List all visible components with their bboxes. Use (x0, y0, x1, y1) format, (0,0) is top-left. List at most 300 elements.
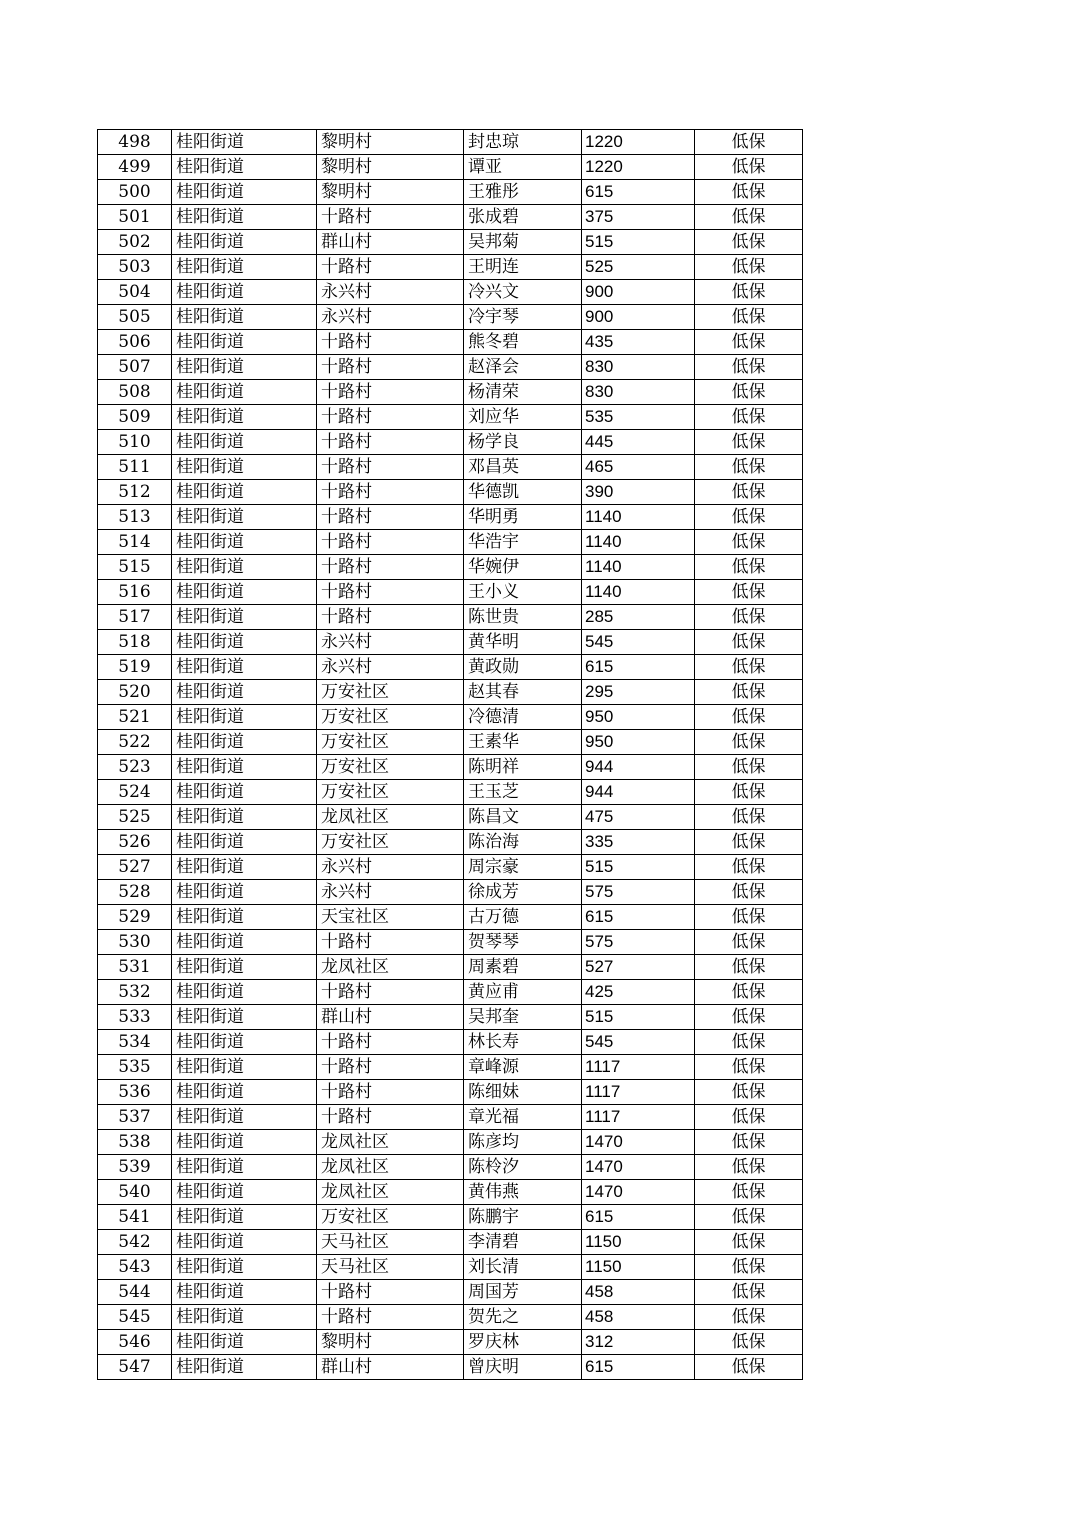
table-row (98, 1255, 803, 1280)
data-table (97, 129, 803, 1380)
cell-amount: 515 (582, 1005, 695, 1030)
cell-index: 523 (98, 755, 172, 780)
table-row (98, 1305, 803, 1330)
cell-type: 低保 (695, 980, 803, 1005)
cell-index: 511 (98, 455, 172, 480)
cell-type: 低保 (695, 1205, 803, 1230)
cell-amount: 312 (582, 1330, 695, 1355)
table-row (98, 1205, 803, 1230)
cell-amount: 944 (582, 780, 695, 805)
cell-name: 李清碧 (464, 1230, 582, 1255)
table-row (98, 705, 803, 730)
cell-name: 陈治海 (464, 830, 582, 855)
cell-amount: 515 (582, 230, 695, 255)
cell-index: 526 (98, 830, 172, 855)
cell-index: 508 (98, 380, 172, 405)
cell-amount: 615 (582, 655, 695, 680)
cell-village: 万安社区 (317, 780, 464, 805)
cell-street: 桂阳街道 (172, 1005, 317, 1030)
cell-village: 十路村 (317, 255, 464, 280)
table-row (98, 455, 803, 480)
cell-street: 桂阳街道 (172, 1080, 317, 1105)
cell-village: 群山村 (317, 230, 464, 255)
table-row (98, 680, 803, 705)
cell-name: 邓昌英 (464, 455, 582, 480)
table-row (98, 380, 803, 405)
cell-village: 永兴村 (317, 855, 464, 880)
cell-amount: 545 (582, 1030, 695, 1055)
cell-amount: 1470 (582, 1155, 695, 1180)
cell-name: 赵泽会 (464, 355, 582, 380)
cell-amount: 615 (582, 1205, 695, 1230)
cell-village: 天宝社区 (317, 905, 464, 930)
cell-amount: 515 (582, 855, 695, 880)
cell-name: 华婉伊 (464, 555, 582, 580)
cell-type: 低保 (695, 1230, 803, 1255)
cell-village: 十路村 (317, 1080, 464, 1105)
cell-amount: 458 (582, 1305, 695, 1330)
cell-index: 505 (98, 305, 172, 330)
cell-street: 桂阳街道 (172, 455, 317, 480)
cell-amount: 615 (582, 180, 695, 205)
cell-amount: 525 (582, 255, 695, 280)
table-row (98, 605, 803, 630)
table-row (98, 1155, 803, 1180)
cell-type: 低保 (695, 680, 803, 705)
cell-type: 低保 (695, 430, 803, 455)
cell-amount: 1140 (582, 555, 695, 580)
cell-village: 十路村 (317, 555, 464, 580)
cell-name: 杨学良 (464, 430, 582, 455)
cell-name: 赵其春 (464, 680, 582, 705)
cell-street: 桂阳街道 (172, 1180, 317, 1205)
cell-street: 桂阳街道 (172, 355, 317, 380)
cell-village: 群山村 (317, 1005, 464, 1030)
table-row (98, 830, 803, 855)
cell-street: 桂阳街道 (172, 830, 317, 855)
cell-name: 王玉芝 (464, 780, 582, 805)
cell-type: 低保 (695, 1005, 803, 1030)
cell-village: 十路村 (317, 1305, 464, 1330)
cell-type: 低保 (695, 805, 803, 830)
cell-name: 陈柃汐 (464, 1155, 582, 1180)
cell-type: 低保 (695, 880, 803, 905)
cell-amount: 475 (582, 805, 695, 830)
table-row (98, 430, 803, 455)
cell-type: 低保 (695, 530, 803, 555)
cell-name: 罗庆林 (464, 1330, 582, 1355)
cell-street: 桂阳街道 (172, 680, 317, 705)
cell-name: 王素华 (464, 730, 582, 755)
table-row (98, 1005, 803, 1030)
cell-amount: 445 (582, 430, 695, 455)
cell-index: 519 (98, 655, 172, 680)
table-row (98, 505, 803, 530)
cell-name: 陈彦均 (464, 1130, 582, 1155)
cell-street: 桂阳街道 (172, 955, 317, 980)
table-row (98, 1230, 803, 1255)
cell-index: 521 (98, 705, 172, 730)
cell-name: 贺先之 (464, 1305, 582, 1330)
cell-index: 498 (98, 130, 172, 155)
cell-type: 低保 (695, 130, 803, 155)
cell-street: 桂阳街道 (172, 580, 317, 605)
cell-street: 桂阳街道 (172, 505, 317, 530)
cell-street: 桂阳街道 (172, 905, 317, 930)
cell-village: 十路村 (317, 330, 464, 355)
cell-street: 桂阳街道 (172, 1305, 317, 1330)
cell-name: 刘长清 (464, 1255, 582, 1280)
cell-village: 永兴村 (317, 305, 464, 330)
cell-index: 533 (98, 1005, 172, 1030)
table-row (98, 1130, 803, 1155)
cell-index: 522 (98, 730, 172, 755)
cell-village: 万安社区 (317, 680, 464, 705)
table-row (98, 730, 803, 755)
cell-village: 十路村 (317, 455, 464, 480)
table-row (98, 530, 803, 555)
cell-type: 低保 (695, 580, 803, 605)
cell-village: 群山村 (317, 1355, 464, 1380)
table-row (98, 1355, 803, 1380)
cell-village: 永兴村 (317, 280, 464, 305)
cell-street: 桂阳街道 (172, 530, 317, 555)
cell-village: 十路村 (317, 380, 464, 405)
cell-name: 刘应华 (464, 405, 582, 430)
cell-type: 低保 (695, 1255, 803, 1280)
cell-index: 517 (98, 605, 172, 630)
cell-amount: 615 (582, 905, 695, 930)
cell-index: 534 (98, 1030, 172, 1055)
cell-index: 547 (98, 1355, 172, 1380)
cell-index: 513 (98, 505, 172, 530)
cell-index: 507 (98, 355, 172, 380)
cell-street: 桂阳街道 (172, 1055, 317, 1080)
cell-name: 贺琴琴 (464, 930, 582, 955)
cell-type: 低保 (695, 1130, 803, 1155)
table-row (98, 855, 803, 880)
table-row (98, 405, 803, 430)
cell-type: 低保 (695, 655, 803, 680)
cell-index: 546 (98, 1330, 172, 1355)
cell-amount: 575 (582, 930, 695, 955)
cell-street: 桂阳街道 (172, 255, 317, 280)
cell-amount: 830 (582, 355, 695, 380)
cell-type: 低保 (695, 355, 803, 380)
cell-village: 龙凤社区 (317, 955, 464, 980)
cell-index: 539 (98, 1155, 172, 1180)
cell-amount: 1220 (582, 130, 695, 155)
cell-amount: 1220 (582, 155, 695, 180)
cell-type: 低保 (695, 1180, 803, 1205)
cell-name: 吴邦菊 (464, 230, 582, 255)
cell-street: 桂阳街道 (172, 1030, 317, 1055)
cell-village: 十路村 (317, 1280, 464, 1305)
cell-amount: 1140 (582, 580, 695, 605)
cell-name: 王小义 (464, 580, 582, 605)
cell-type: 低保 (695, 305, 803, 330)
cell-village: 十路村 (317, 505, 464, 530)
cell-village: 万安社区 (317, 830, 464, 855)
cell-village: 永兴村 (317, 880, 464, 905)
cell-index: 528 (98, 880, 172, 905)
cell-street: 桂阳街道 (172, 1205, 317, 1230)
cell-name: 章光福 (464, 1105, 582, 1130)
cell-amount: 435 (582, 330, 695, 355)
cell-amount: 1117 (582, 1080, 695, 1105)
cell-name: 黄政勋 (464, 655, 582, 680)
cell-street: 桂阳街道 (172, 1230, 317, 1255)
cell-village: 万安社区 (317, 730, 464, 755)
cell-village: 天马社区 (317, 1230, 464, 1255)
cell-name: 王明连 (464, 255, 582, 280)
cell-amount: 944 (582, 755, 695, 780)
cell-name: 徐成芳 (464, 880, 582, 905)
cell-street: 桂阳街道 (172, 205, 317, 230)
cell-street: 桂阳街道 (172, 230, 317, 255)
cell-type: 低保 (695, 605, 803, 630)
cell-type: 低保 (695, 1030, 803, 1055)
cell-name: 华浩宇 (464, 530, 582, 555)
cell-type: 低保 (695, 1105, 803, 1130)
cell-village: 十路村 (317, 355, 464, 380)
cell-village: 黎明村 (317, 1330, 464, 1355)
cell-name: 陈世贵 (464, 605, 582, 630)
cell-index: 516 (98, 580, 172, 605)
table-row (98, 205, 803, 230)
cell-type: 低保 (695, 780, 803, 805)
cell-index: 504 (98, 280, 172, 305)
cell-village: 永兴村 (317, 630, 464, 655)
cell-village: 万安社区 (317, 1205, 464, 1230)
cell-name: 冷宇琴 (464, 305, 582, 330)
cell-type: 低保 (695, 330, 803, 355)
cell-amount: 1140 (582, 505, 695, 530)
cell-village: 十路村 (317, 1105, 464, 1130)
cell-amount: 900 (582, 305, 695, 330)
table-row (98, 180, 803, 205)
cell-street: 桂阳街道 (172, 1330, 317, 1355)
cell-amount: 1470 (582, 1130, 695, 1155)
table-row (98, 655, 803, 680)
cell-street: 桂阳街道 (172, 555, 317, 580)
cell-amount: 285 (582, 605, 695, 630)
cell-street: 桂阳街道 (172, 130, 317, 155)
cell-village: 黎明村 (317, 130, 464, 155)
cell-name: 林长寿 (464, 1030, 582, 1055)
cell-village: 十路村 (317, 480, 464, 505)
cell-street: 桂阳街道 (172, 930, 317, 955)
cell-amount: 950 (582, 705, 695, 730)
table-row (98, 880, 803, 905)
cell-street: 桂阳街道 (172, 605, 317, 630)
cell-amount: 535 (582, 405, 695, 430)
cell-village: 万安社区 (317, 705, 464, 730)
cell-name: 华德凯 (464, 480, 582, 505)
table-row (98, 755, 803, 780)
cell-name: 封忠琼 (464, 130, 582, 155)
cell-village: 黎明村 (317, 180, 464, 205)
cell-type: 低保 (695, 1330, 803, 1355)
cell-village: 十路村 (317, 580, 464, 605)
cell-index: 538 (98, 1130, 172, 1155)
cell-index: 509 (98, 405, 172, 430)
cell-index: 506 (98, 330, 172, 355)
cell-street: 桂阳街道 (172, 855, 317, 880)
table-row (98, 355, 803, 380)
cell-type: 低保 (695, 405, 803, 430)
table-row (98, 955, 803, 980)
cell-type: 低保 (695, 1305, 803, 1330)
cell-street: 桂阳街道 (172, 380, 317, 405)
cell-type: 低保 (695, 855, 803, 880)
cell-amount: 830 (582, 380, 695, 405)
cell-type: 低保 (695, 1155, 803, 1180)
cell-amount: 615 (582, 1355, 695, 1380)
cell-street: 桂阳街道 (172, 305, 317, 330)
cell-village: 十路村 (317, 530, 464, 555)
cell-amount: 1150 (582, 1255, 695, 1280)
cell-village: 龙凤社区 (317, 1155, 464, 1180)
cell-street: 桂阳街道 (172, 480, 317, 505)
cell-street: 桂阳街道 (172, 405, 317, 430)
cell-index: 532 (98, 980, 172, 1005)
cell-village: 十路村 (317, 1030, 464, 1055)
cell-name: 陈鹏宇 (464, 1205, 582, 1230)
cell-index: 530 (98, 930, 172, 955)
cell-index: 536 (98, 1080, 172, 1105)
table-row (98, 230, 803, 255)
cell-amount: 375 (582, 205, 695, 230)
cell-street: 桂阳街道 (172, 630, 317, 655)
cell-amount: 458 (582, 1280, 695, 1305)
cell-street: 桂阳街道 (172, 155, 317, 180)
cell-index: 510 (98, 430, 172, 455)
cell-village: 十路村 (317, 405, 464, 430)
cell-type: 低保 (695, 380, 803, 405)
cell-index: 544 (98, 1280, 172, 1305)
cell-street: 桂阳街道 (172, 180, 317, 205)
table-row (98, 1180, 803, 1205)
cell-amount: 1140 (582, 530, 695, 555)
cell-street: 桂阳街道 (172, 1280, 317, 1305)
cell-index: 524 (98, 780, 172, 805)
cell-type: 低保 (695, 630, 803, 655)
table-row (98, 130, 803, 155)
table-row (98, 580, 803, 605)
cell-name: 张成碧 (464, 205, 582, 230)
cell-village: 十路村 (317, 430, 464, 455)
cell-name: 周素碧 (464, 955, 582, 980)
cell-street: 桂阳街道 (172, 1130, 317, 1155)
cell-type: 低保 (695, 230, 803, 255)
table-row (98, 930, 803, 955)
table-row (98, 255, 803, 280)
cell-name: 陈细妹 (464, 1080, 582, 1105)
table-row (98, 480, 803, 505)
cell-street: 桂阳街道 (172, 805, 317, 830)
cell-name: 周宗豪 (464, 855, 582, 880)
cell-street: 桂阳街道 (172, 880, 317, 905)
cell-name: 谭亚 (464, 155, 582, 180)
cell-village: 天马社区 (317, 1255, 464, 1280)
cell-name: 吴邦奎 (464, 1005, 582, 1030)
cell-type: 低保 (695, 280, 803, 305)
cell-name: 陈昌文 (464, 805, 582, 830)
table-row (98, 805, 803, 830)
cell-street: 桂阳街道 (172, 430, 317, 455)
table-row (98, 330, 803, 355)
cell-street: 桂阳街道 (172, 755, 317, 780)
cell-type: 低保 (695, 1055, 803, 1080)
cell-name: 周国芳 (464, 1280, 582, 1305)
table-row (98, 905, 803, 930)
cell-index: 541 (98, 1205, 172, 1230)
cell-amount: 1150 (582, 1230, 695, 1255)
cell-type: 低保 (695, 955, 803, 980)
cell-amount: 545 (582, 630, 695, 655)
cell-amount: 1470 (582, 1180, 695, 1205)
cell-village: 十路村 (317, 1055, 464, 1080)
cell-index: 535 (98, 1055, 172, 1080)
table-row (98, 280, 803, 305)
cell-amount: 1117 (582, 1055, 695, 1080)
cell-index: 543 (98, 1255, 172, 1280)
cell-amount: 465 (582, 455, 695, 480)
cell-village: 十路村 (317, 980, 464, 1005)
cell-village: 十路村 (317, 605, 464, 630)
cell-village: 万安社区 (317, 755, 464, 780)
table-body (98, 130, 803, 1380)
cell-index: 514 (98, 530, 172, 555)
cell-village: 龙凤社区 (317, 1180, 464, 1205)
table-row (98, 1055, 803, 1080)
cell-name: 华明勇 (464, 505, 582, 530)
cell-type: 低保 (695, 480, 803, 505)
table-row (98, 980, 803, 1005)
cell-index: 503 (98, 255, 172, 280)
cell-index: 542 (98, 1230, 172, 1255)
cell-type: 低保 (695, 205, 803, 230)
cell-amount: 527 (582, 955, 695, 980)
cell-name: 古万德 (464, 905, 582, 930)
cell-street: 桂阳街道 (172, 780, 317, 805)
cell-village: 十路村 (317, 205, 464, 230)
cell-type: 低保 (695, 755, 803, 780)
cell-index: 529 (98, 905, 172, 930)
cell-type: 低保 (695, 255, 803, 280)
cell-street: 桂阳街道 (172, 705, 317, 730)
cell-index: 537 (98, 1105, 172, 1130)
cell-street: 桂阳街道 (172, 330, 317, 355)
cell-type: 低保 (695, 1355, 803, 1380)
table-row (98, 1080, 803, 1105)
cell-type: 低保 (695, 905, 803, 930)
cell-street: 桂阳街道 (172, 1255, 317, 1280)
cell-street: 桂阳街道 (172, 1155, 317, 1180)
cell-index: 520 (98, 680, 172, 705)
cell-type: 低保 (695, 180, 803, 205)
table-row (98, 555, 803, 580)
cell-village: 黎明村 (317, 155, 464, 180)
table-row (98, 1330, 803, 1355)
cell-street: 桂阳街道 (172, 1105, 317, 1130)
cell-index: 518 (98, 630, 172, 655)
cell-name: 章峰源 (464, 1055, 582, 1080)
cell-type: 低保 (695, 930, 803, 955)
cell-name: 冷兴文 (464, 280, 582, 305)
cell-type: 低保 (695, 730, 803, 755)
